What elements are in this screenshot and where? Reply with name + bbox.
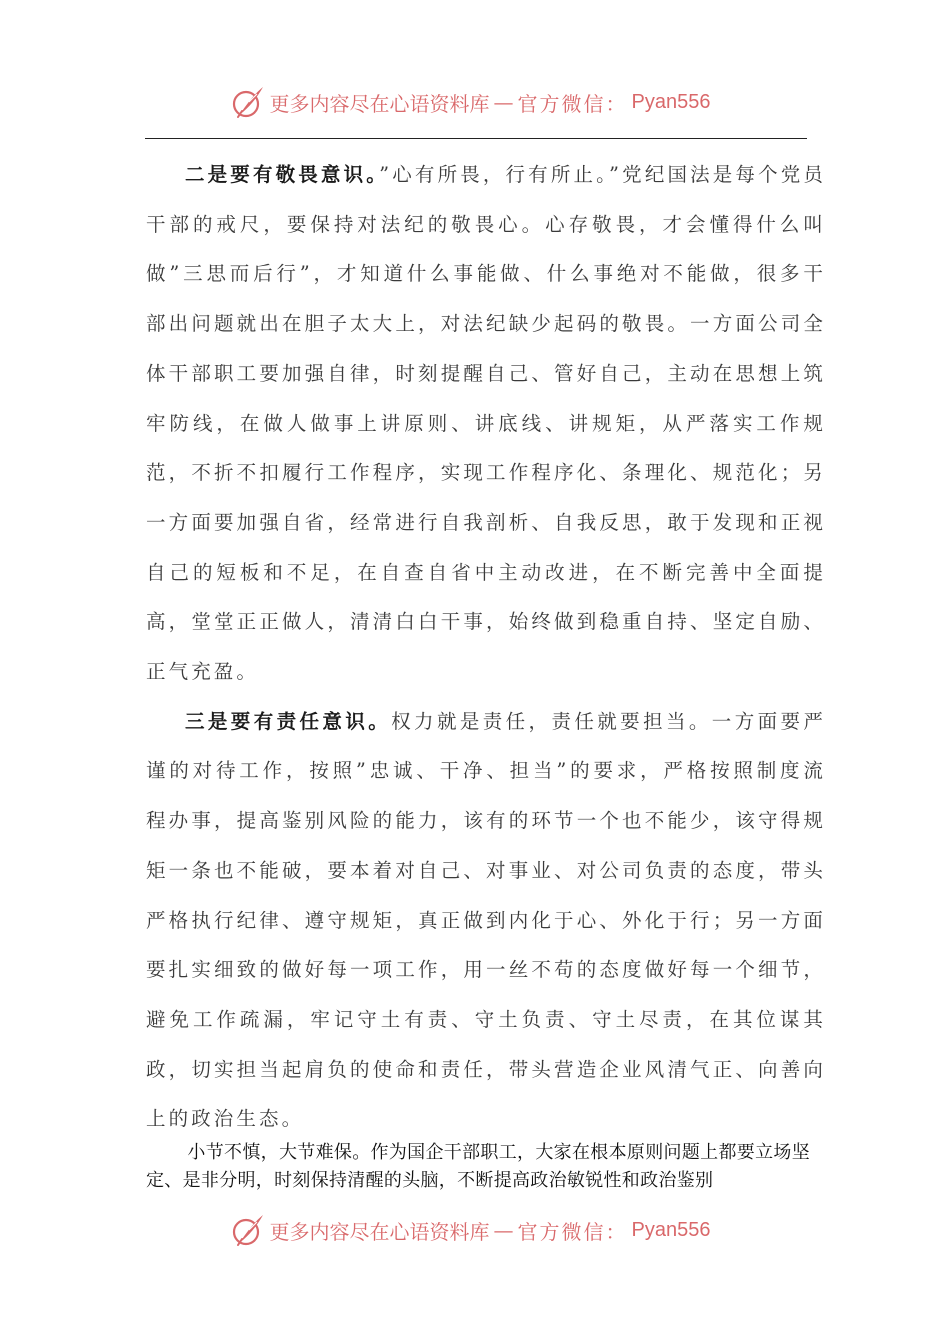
paragraph-awe-awareness <box>146 150 826 697</box>
footer-banner-title: 更多内容尽在心语资料库 <box>269 1219 490 1244</box>
document-body <box>146 150 826 1144</box>
header-banner <box>0 82 950 122</box>
header-banner-dash: — <box>493 90 514 114</box>
paragraph-lead: 三是要有责任意识。 <box>185 709 392 733</box>
footer-banner <box>0 1210 950 1250</box>
header-banner-wechat-id: Pyan556 <box>631 90 711 113</box>
header-banner-title: 更多内容尽在心语资料库 <box>269 91 490 116</box>
paragraph-body: 权力就是责任，责任就要担当。一方面要严谨的对待工作，按照”忠诚、干净、担当”的要求，严格按照制度流程办事，提高鉴别风险的能力，该有的环节一个也不能少，该守得规矩一条也不能破，要本着对自己、对事业、对公司负责的态度，带头严格执行纪律、遵守规矩，真正做到内化于心、外化于行；另一方面要扎实细致的做好每一项工作，用一丝不苟的态度做好每一个细节，避免工作疏漏，牢记守土有责、守土负责、守土尽责，在其位谋其政，切实担当起肩负的使命和责任，带头营造企业风清气正、向善向上的政治生态。 <box>146 709 826 1131</box>
paragraph-conclusion: 小节不慎，大节难保。作为国企干部职工，大家在根本原则问题上都要立场坚定、是非分明，时刻保持清醒的头脑，不断提高政治敏锐性和政治鉴别 <box>146 1142 810 1190</box>
paragraph-body: ”心有所畏，行有所止。”党纪国法是每个党员干部的戒尺，要保持对法纪的敬畏心。心存敬畏，才会懂得什么叫做”三思而后行”，才知道什么事能做、什么事绝对不能做，很多干部出问题就出在胆子太大上，对法纪缺少起码的敬畏。一方面公司全体干部职工要加强自律，时刻提醒自己、管好自己，主动在思想上筑牢防线，在做人做事上讲原则、讲底线、讲规矩，从严落实工作规范，不折不扣履行工作程序，实现工作程序化、条理化、规范化；另一方面要加强自省，经常进行自我剖析、自我反思，敢于发现和正视自己的短板和不足，在自查自省中主动改进，在不断完善中全面提高，堂堂正正做人，清清白白干事，始终做到稳重自持、坚定自励、正气充盈。 <box>146 163 826 684</box>
quill-pen-logo-icon <box>230 1212 266 1248</box>
footer-banner-wechat-id: Pyan556 <box>631 1218 711 1241</box>
footer-banner-dash: — <box>493 1218 514 1242</box>
header-banner-wechat-label: 官方微信： <box>517 91 628 116</box>
footer-banner-wechat-label: 官方微信： <box>517 1219 628 1244</box>
header-banner-content <box>230 84 711 120</box>
header-divider <box>145 138 807 139</box>
paragraph-lead: 二是要有敬畏意识。 <box>185 163 380 186</box>
paragraph-responsibility-awareness <box>146 697 826 1144</box>
footer-banner-content <box>230 1212 711 1248</box>
quill-pen-logo-icon <box>230 84 266 120</box>
